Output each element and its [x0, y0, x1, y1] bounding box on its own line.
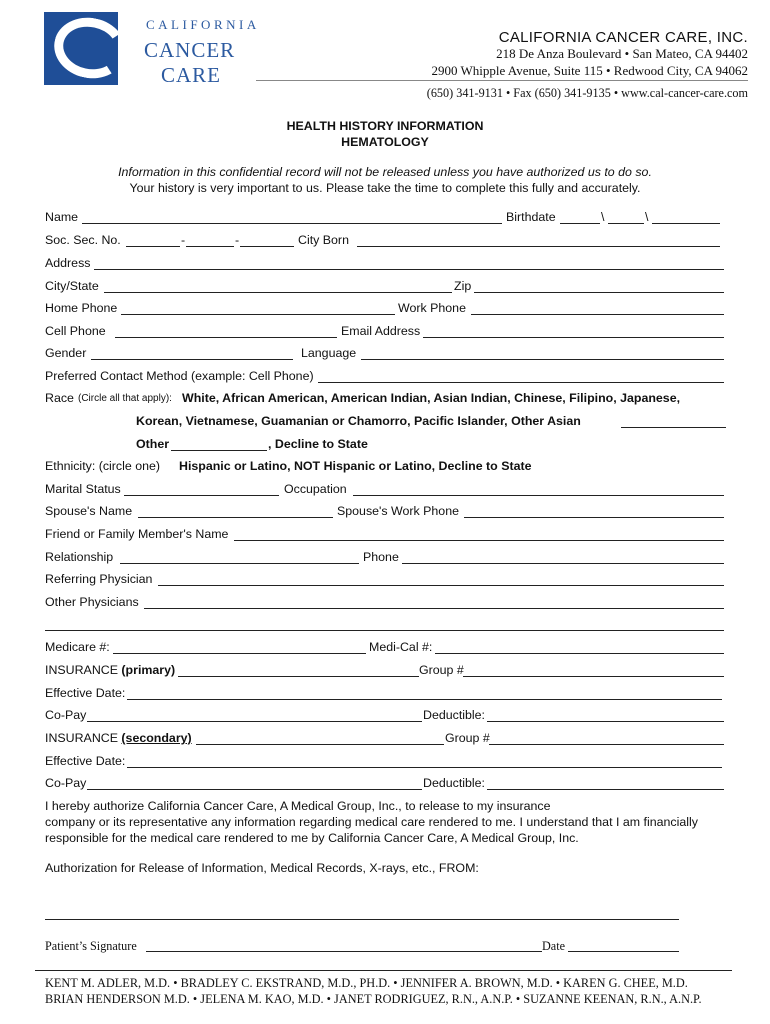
medicare-label: Medicare #:	[45, 640, 110, 654]
other-physicians-field[interactable]	[144, 596, 724, 609]
signature-date-label: Date	[542, 939, 566, 953]
deductible-primary-field[interactable]	[487, 709, 724, 722]
physician-list-2: BRIAN HENDERSON M.D. • JELENA M. KAO, M.D. • JANET RODRIGUEZ, R.N., A.N.P. • SUZANNE KEENAN, R.N., A.N.P.	[45, 992, 702, 1006]
referring-field[interactable]	[158, 573, 724, 586]
confidential-notice: Information in this confidential record will not be released unless you have authorized us to do so.	[118, 165, 652, 179]
gender-label: Gender	[45, 346, 87, 360]
address-san-mateo: 218 De Anza Boulevard • San Mateo, CA 94402	[496, 46, 748, 61]
group-secondary-label: Group #	[445, 731, 490, 745]
deductible-secondary-label: Deductible:	[423, 776, 485, 790]
preferred-contact-label: Preferred Contact Method (example: Cell Phone)	[45, 369, 314, 383]
signature-date-field[interactable]	[568, 939, 679, 952]
insurance-secondary-label: INSURANCE (secondary)	[45, 731, 192, 745]
address-label: Address	[45, 256, 91, 270]
birthdate-day-field[interactable]	[608, 211, 644, 224]
form-subtitle: HEMATOLOGY	[341, 135, 429, 149]
occupation-label: Occupation	[284, 482, 347, 496]
ssn-field-1[interactable]	[126, 234, 180, 247]
contact-line: (650) 341-9131 • Fax (650) 341-9135 • www.cal-cancer-care.com	[426, 86, 748, 100]
signature-field[interactable]	[146, 939, 542, 952]
physician-list-1: KENT M. ADLER, M.D. • BRADLEY C. EKSTRAND, M.D., PH.D. • JENNIFER A. BROWN, M.D. • KAREN G. CHEE, M.D.	[45, 976, 688, 990]
ssn-field-3[interactable]	[240, 234, 294, 247]
authorization-text-3: responsible for the medical care rendered to me by California Cancer Care, A Medical Group, Inc.	[45, 831, 579, 845]
relationship-label: Relationship	[45, 550, 114, 564]
marital-field[interactable]	[124, 483, 279, 496]
footer-divider	[35, 970, 732, 971]
ethnicity-options[interactable]: Hispanic or Latino, NOT Hispanic or Latino, Decline to State	[179, 459, 532, 473]
email-field[interactable]	[423, 325, 724, 338]
phone-label: Phone	[363, 550, 399, 564]
ssn-field-2[interactable]	[186, 234, 234, 247]
home-phone-field[interactable]	[121, 302, 395, 315]
deductible-secondary-field[interactable]	[487, 777, 724, 790]
insurance-secondary-field[interactable]	[196, 732, 444, 745]
logo-mark	[44, 12, 118, 85]
logo-cancer: CANCER	[144, 38, 236, 62]
release-from-field[interactable]	[45, 907, 679, 920]
other-physicians-label: Other Physicians	[45, 595, 139, 609]
race-options-1[interactable]: White, African American, American Indian, Asian Indian, Chinese, Filipino, Japanese,	[182, 391, 681, 405]
copay-primary-label: Co-Pay	[45, 708, 87, 722]
signature-label: Patient’s Signature	[45, 939, 137, 953]
release-authorization-label: Authorization for Release of Information, Medical Records, X-rays, etc., FROM:	[45, 861, 479, 875]
logo-c-icon	[49, 12, 118, 85]
city-state-field[interactable]	[104, 280, 452, 293]
company-name: CALIFORNIA CANCER CARE, INC.	[498, 29, 748, 46]
ethnicity-label: Ethnicity: (circle one)	[45, 459, 160, 473]
race-other-label[interactable]: Other	[136, 437, 170, 451]
marital-label: Marital Status	[45, 482, 121, 496]
race-options-2[interactable]: Korean, Vietnamese, Guamanian or Chamorro, Pacific Islander, Other Asian	[136, 414, 581, 428]
effective-date-primary-label: Effective Date:	[45, 686, 126, 700]
phone-field[interactable]	[402, 551, 724, 564]
cell-phone-field[interactable]	[115, 325, 337, 338]
city-born-label: City Born	[298, 233, 349, 247]
city-born-field[interactable]	[357, 234, 720, 247]
race-decline-option[interactable]: , Decline to State	[268, 437, 368, 451]
zip-label: Zip	[454, 279, 472, 293]
language-field[interactable]	[361, 347, 724, 360]
group-secondary-field[interactable]	[489, 732, 724, 745]
copay-secondary-label: Co-Pay	[45, 776, 87, 790]
occupation-field[interactable]	[353, 483, 724, 496]
spouse-work-field[interactable]	[464, 505, 724, 518]
group-primary-label: Group #	[419, 663, 464, 677]
email-label: Email Address	[341, 324, 421, 338]
medical-label: Medi-Cal #:	[369, 640, 433, 654]
home-phone-label: Home Phone	[45, 301, 118, 315]
authorization-text-2: company or its representative any information regarding medical care rendered to me. I understand that I am financially	[45, 815, 698, 829]
race-label: Race	[45, 391, 74, 405]
name-field[interactable]	[82, 211, 502, 224]
relationship-field[interactable]	[120, 551, 359, 564]
gender-field[interactable]	[91, 347, 293, 360]
referring-label: Referring Physician	[45, 572, 153, 586]
language-label: Language	[301, 346, 357, 360]
medicare-field[interactable]	[113, 641, 366, 654]
name-label: Name	[45, 210, 79, 224]
spouse-name-field[interactable]	[138, 505, 333, 518]
address-field[interactable]	[94, 257, 724, 270]
birthdate-month-field[interactable]	[560, 211, 600, 224]
spouse-work-label: Spouse's Work Phone	[337, 504, 459, 518]
cell-phone-label: Cell Phone	[45, 324, 106, 338]
effective-date-secondary-label: Effective Date:	[45, 754, 126, 768]
insurance-primary-field[interactable]	[178, 664, 419, 677]
logo-care: CARE	[161, 63, 222, 87]
birthdate-year-field[interactable]	[652, 211, 720, 224]
spouse-name-label: Spouse's Name	[45, 504, 133, 518]
authorization-text-1: I hereby authorize California Cancer Care, A Medical Group, Inc., to release to my insurance	[45, 799, 551, 813]
preferred-contact-field[interactable]	[318, 370, 724, 383]
race-note: (Circle all that apply):	[78, 393, 172, 404]
other-physicians-field-2[interactable]	[45, 618, 724, 631]
deductible-primary-label: Deductible:	[423, 708, 485, 722]
city-state-label: City/State	[45, 279, 99, 293]
work-phone-field[interactable]	[471, 302, 724, 315]
zip-field[interactable]	[474, 280, 724, 293]
effective-date-secondary-field[interactable]	[127, 755, 722, 768]
copay-secondary-field[interactable]	[87, 777, 422, 790]
copay-primary-field[interactable]	[87, 709, 422, 722]
other-asian-field[interactable]	[621, 415, 726, 428]
birthdate-label: Birthdate	[506, 210, 556, 224]
work-phone-label: Work Phone	[398, 301, 466, 315]
form-title: HEALTH HISTORY INFORMATION	[286, 119, 484, 133]
race-other-field[interactable]	[171, 438, 267, 451]
friend-field[interactable]	[234, 528, 724, 541]
group-primary-field[interactable]	[463, 664, 724, 677]
effective-date-primary-field[interactable]	[127, 687, 722, 700]
address-redwood-city: 2900 Whipple Avenue, Suite 115 • Redwood City, CA 94062	[431, 63, 748, 78]
intro-text: Your history is very important to us. Please take the time to complete this fully and accurately.	[129, 181, 641, 195]
header-divider	[256, 80, 748, 81]
ssn-label: Soc. Sec. No.	[45, 233, 121, 247]
insurance-primary-label: INSURANCE (primary)	[45, 663, 176, 677]
medical-field[interactable]	[435, 641, 724, 654]
logo-california: CALIFORNIA	[146, 17, 260, 32]
friend-label: Friend or Family Member's Name	[45, 527, 229, 541]
